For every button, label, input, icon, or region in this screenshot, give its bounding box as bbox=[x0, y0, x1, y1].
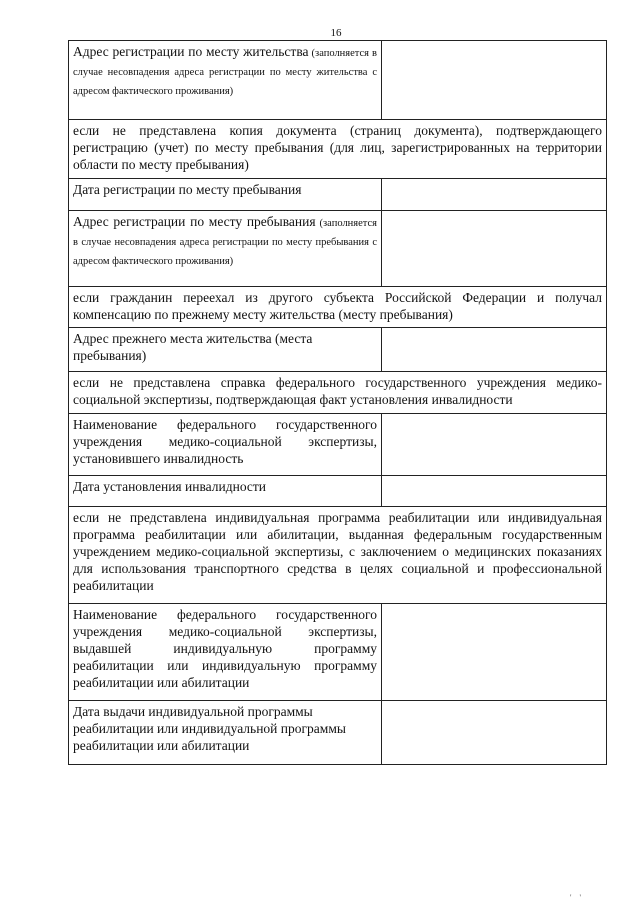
section-row bbox=[69, 287, 607, 328]
row-note: (заполняется в случае несовпадения адреса регистрации по месту жительства с адресом фактического проживания) bbox=[73, 48, 377, 97]
row-note: (заполняется в случае несовпадения адреса регистрации по месту пребывания с адресом фактического проживания) bbox=[73, 218, 377, 267]
section-condition-rehabilitation-program: если не представлена индивидуальная программа реабилитации или индивидуальная программа реабилитации или абилитации, выданная федеральным государственным учреждением медико-социальной экспертизы, с заключением о медицинских показаниях для использования транспортного средства в целях социальной и профессиональной реабилитации bbox=[69, 507, 607, 604]
row-label-disability-date: Дата установления инвалидности bbox=[69, 476, 382, 507]
form-row bbox=[69, 179, 607, 211]
section-row bbox=[69, 120, 607, 179]
program-issue-date-field[interactable] bbox=[382, 701, 607, 765]
program-institution-name-field[interactable] bbox=[382, 604, 607, 701]
row-label-registration-residence-address: Адрес регистрации по месту жительства (заполняется в случае несовпадения адреса регистрации по месту жительства с адресом фактического проживания) bbox=[69, 41, 382, 120]
stay-registration-date-field[interactable] bbox=[382, 179, 607, 211]
form-row bbox=[69, 211, 607, 287]
form-row bbox=[69, 414, 607, 476]
scan-mark: ' ' bbox=[570, 893, 584, 902]
form-row bbox=[69, 41, 607, 120]
form-row bbox=[69, 701, 607, 765]
row-label-program-issue-date: Дата выдачи индивидуальной программы реабилитации или индивидуальной программы реабилитации или абилитации bbox=[69, 701, 382, 765]
page-number: 16 bbox=[330, 27, 342, 39]
row-label-stay-registration-date: Дата регистрации по месту пребывания bbox=[69, 179, 382, 211]
section-row bbox=[69, 372, 607, 414]
section-condition-disability-certificate: если не представлена справка федерального государственного учреждения медико-социальной экспертизы, подтверждающая факт установления инвалидности bbox=[69, 372, 607, 414]
application-form-table bbox=[68, 40, 607, 765]
form-row bbox=[69, 604, 607, 701]
form-row bbox=[69, 328, 607, 372]
row-label-stay-registration-address: Адрес регистрации по месту пребывания (заполняется в случае несовпадения адреса регистрации по месту пребывания с адресом фактического проживания) bbox=[69, 211, 382, 287]
previous-residence-address-field[interactable] bbox=[382, 328, 607, 372]
section-condition-stay-registration: если не представлена копия документа (страниц документа), подтверждающего регистрацию (учет) по месту пребывания (для лиц, зарегистрированных на территории области по месту пребывания) bbox=[69, 120, 607, 179]
section-condition-relocation: если гражданин переехал из другого субъекта Российской Федерации и получал компенсацию по прежнему месту жительства (месту пребывания) bbox=[69, 287, 607, 328]
disability-institution-name-field[interactable] bbox=[382, 414, 607, 476]
section-row bbox=[69, 507, 607, 604]
registration-residence-address-field[interactable] bbox=[382, 41, 607, 120]
row-label-program-institution-name: Наименование федерального государственного учреждения медико-социальной экспертизы, выдавшей индивидуальную программу реабилитации или индивидуальную программу реабилитации или абилитации bbox=[69, 604, 382, 701]
form-row bbox=[69, 476, 607, 507]
disability-date-field[interactable] bbox=[382, 476, 607, 507]
stay-registration-address-field[interactable] bbox=[382, 211, 607, 287]
row-label-disability-institution-name: Наименование федерального государственного учреждения медико-социальной экспертизы, установившего инвалидность bbox=[69, 414, 382, 476]
row-label-previous-residence-address: Адрес прежнего места жительства (места пребывания) bbox=[69, 328, 382, 372]
